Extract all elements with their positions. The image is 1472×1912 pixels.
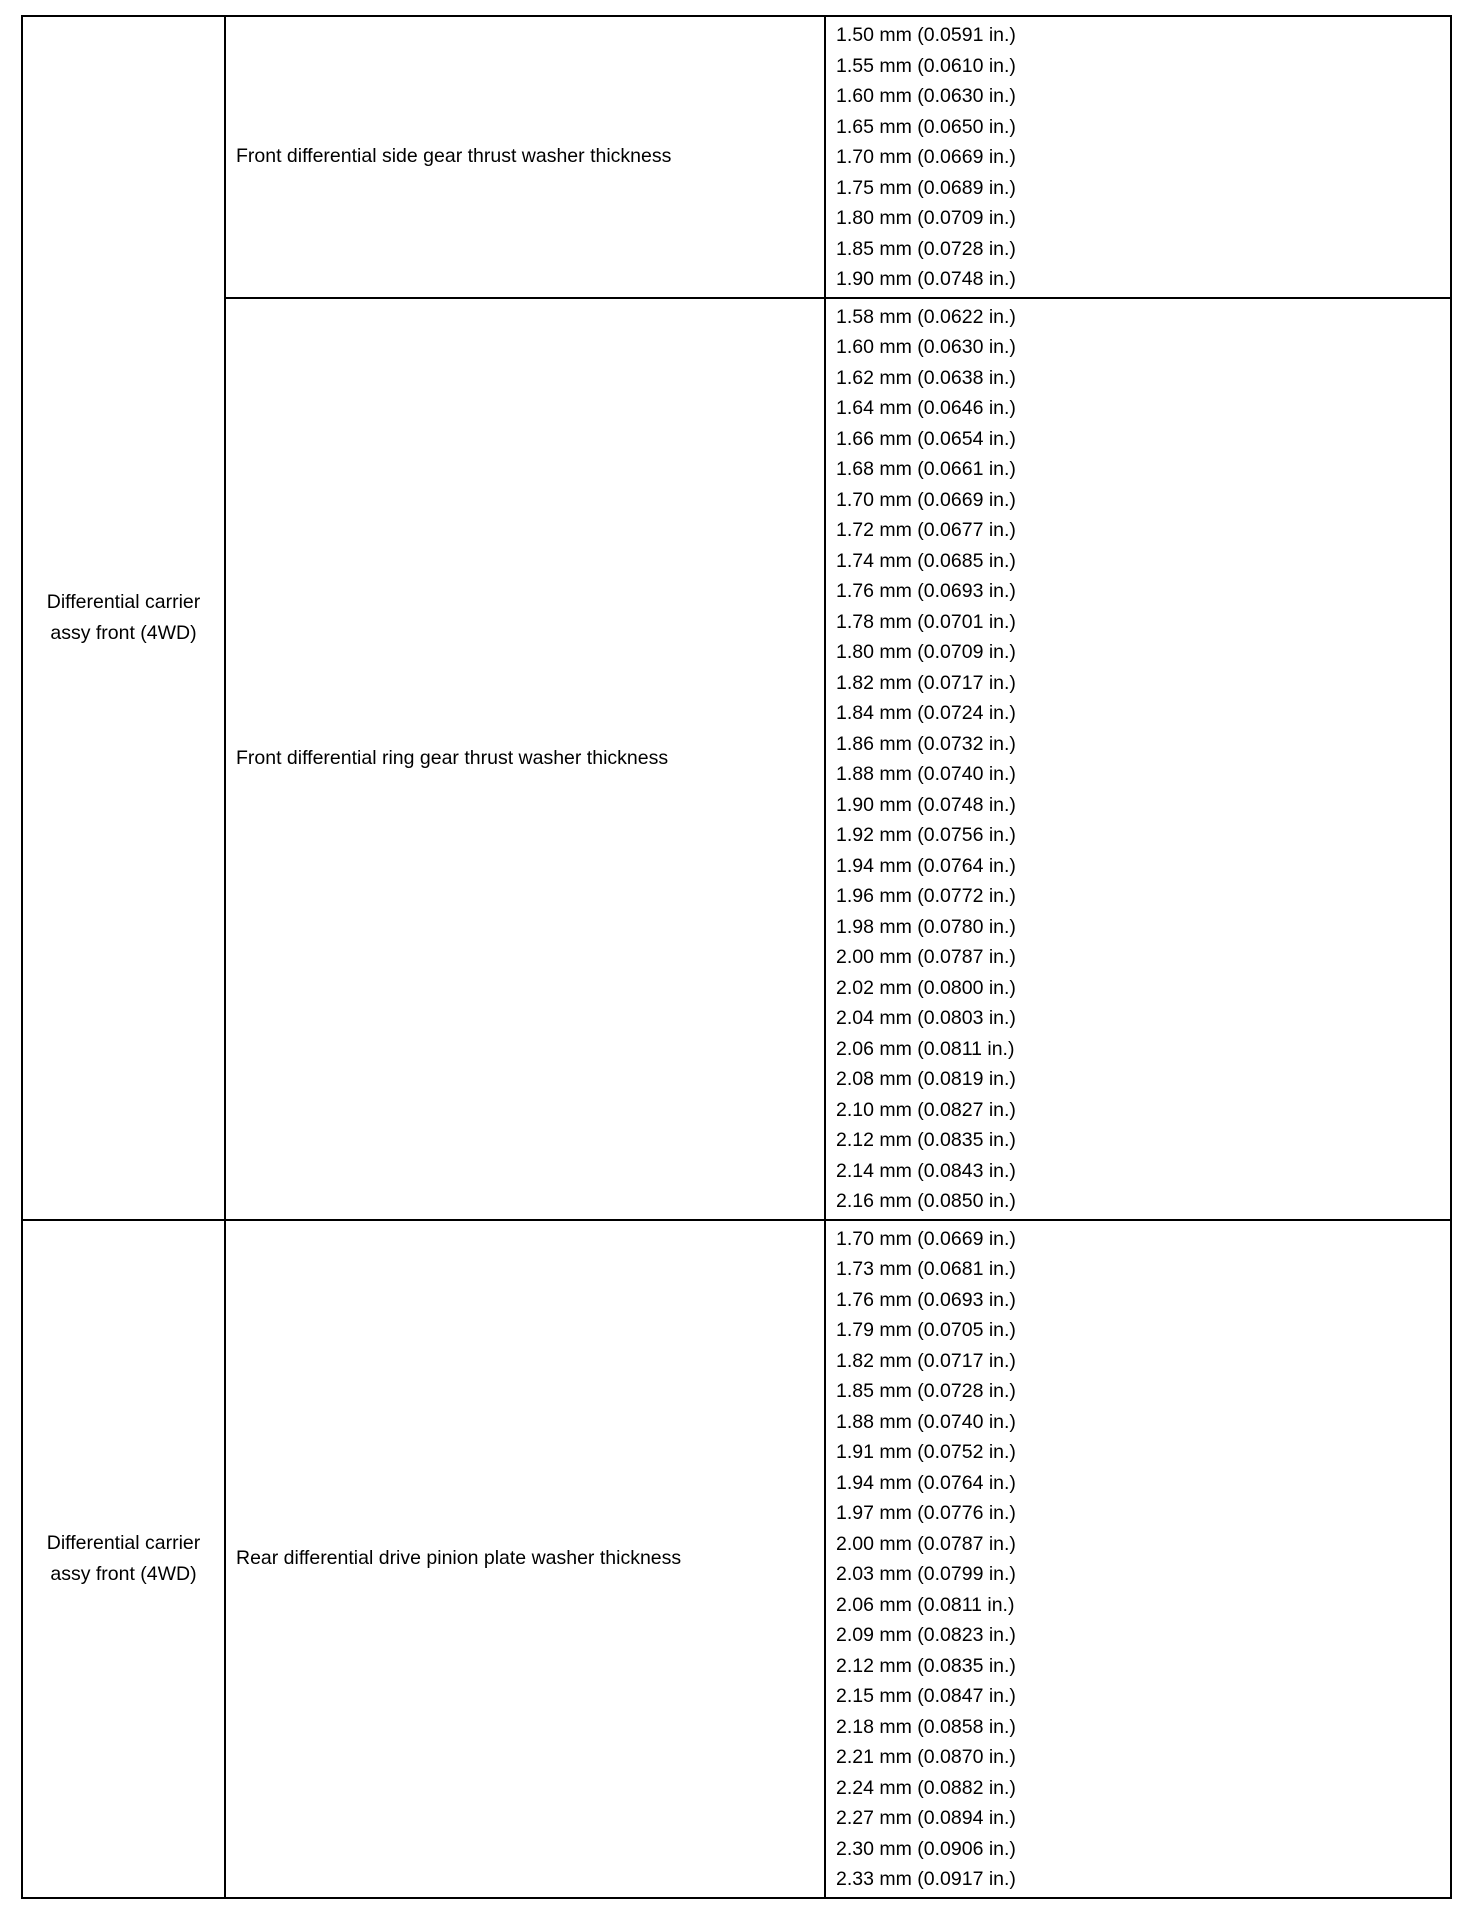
thickness-value: 1.74 mm (0.0685 in.) xyxy=(836,549,1016,572)
thickness-value: 2.12 mm (0.0835 in.) xyxy=(836,1654,1016,1677)
thickness-value: 1.91 mm (0.0752 in.) xyxy=(836,1441,1016,1463)
thickness-value: 2.16 mm (0.0850 in.) xyxy=(836,1190,1016,1212)
component-group-cell xyxy=(22,1220,225,1898)
spec-table-body xyxy=(22,16,1451,1898)
thickness-value: 2.30 mm (0.0906 in.) xyxy=(836,1837,1016,1860)
thickness-value: 1.94 mm (0.0764 in.) xyxy=(836,1471,1016,1494)
table-row xyxy=(22,16,1451,298)
thickness-value: 2.27 mm (0.0894 in.) xyxy=(836,1807,1016,1829)
thickness-value: 1.80 mm (0.0709 in.) xyxy=(836,207,1016,229)
thickness-value: 1.75 mm (0.0689 in.) xyxy=(836,176,1016,199)
thickness-value: 1.90 mm (0.0748 in.) xyxy=(836,793,1016,816)
thickness-value: 1.80 mm (0.0709 in.) xyxy=(836,641,1016,663)
thickness-value: 1.94 mm (0.0764 in.) xyxy=(836,854,1016,877)
thickness-value: 1.76 mm (0.0693 in.) xyxy=(836,1288,1016,1311)
thickness-value: 2.06 mm (0.0811 in.) xyxy=(836,1037,1015,1060)
thickness-values-cell xyxy=(825,298,1451,1220)
thickness-value: 2.00 mm (0.0787 in.) xyxy=(836,1532,1016,1555)
thickness-value: 2.12 mm (0.0835 in.) xyxy=(836,1129,1016,1151)
thickness-value: 1.82 mm (0.0717 in.) xyxy=(836,671,1016,694)
thickness-value: 2.10 mm (0.0827 in.) xyxy=(836,1098,1016,1121)
thickness-values-cell xyxy=(825,1220,1451,1898)
thickness-value: 1.70 mm (0.0669 in.) xyxy=(836,1227,1016,1250)
item-name-cell: Rear differential drive pinion plate washer thickness xyxy=(225,1220,825,1898)
thickness-value: 1.84 mm (0.0724 in.) xyxy=(836,702,1016,724)
thickness-value: 1.97 mm (0.0776 in.) xyxy=(836,1502,1016,1524)
thickness-value: 2.03 mm (0.0799 in.) xyxy=(836,1563,1016,1585)
thickness-value: 1.66 mm (0.0654 in.) xyxy=(836,427,1016,450)
thickness-value: 2.24 mm (0.0882 in.) xyxy=(836,1776,1016,1799)
thickness-values-cell xyxy=(825,16,1451,298)
thickness-value: 1.70 mm (0.0669 in.) xyxy=(836,488,1016,511)
thickness-value: 1.88 mm (0.0740 in.) xyxy=(836,1410,1016,1433)
component-name-line: Differential carrier xyxy=(46,1531,201,1554)
thickness-value: 1.64 mm (0.0646 in.) xyxy=(836,397,1016,419)
thickness-value: 2.02 mm (0.0800 in.) xyxy=(836,976,1016,999)
table-row xyxy=(22,298,1451,1220)
thickness-value: 1.78 mm (0.0701 in.) xyxy=(836,610,1016,633)
component-group-cell xyxy=(22,16,225,1220)
spec-table xyxy=(21,15,1452,1899)
component-name-line: Differential carrier xyxy=(46,590,201,613)
thickness-value: 1.96 mm (0.0772 in.) xyxy=(836,885,1016,907)
thickness-value: 1.55 mm (0.0610 in.) xyxy=(836,54,1016,77)
thickness-value: 1.50 mm (0.0591 in.) xyxy=(836,24,1016,46)
thickness-value: 2.06 mm (0.0811 in.) xyxy=(836,1593,1015,1616)
thickness-value: 1.70 mm (0.0669 in.) xyxy=(836,146,1016,168)
thickness-value: 1.65 mm (0.0650 in.) xyxy=(836,115,1016,138)
thickness-value: 1.85 mm (0.0728 in.) xyxy=(836,237,1016,260)
thickness-value: 2.08 mm (0.0819 in.) xyxy=(836,1068,1016,1090)
thickness-value: 1.60 mm (0.0630 in.) xyxy=(836,85,1016,107)
thickness-value: 2.04 mm (0.0803 in.) xyxy=(836,1007,1016,1029)
thickness-value: 1.62 mm (0.0638 in.) xyxy=(836,366,1016,389)
thickness-value: 2.21 mm (0.0870 in.) xyxy=(836,1746,1016,1768)
component-name-line: assy front (4WD) xyxy=(50,1562,197,1585)
thickness-value: 2.09 mm (0.0823 in.) xyxy=(836,1624,1016,1646)
thickness-value: 2.15 mm (0.0847 in.) xyxy=(836,1685,1016,1707)
thickness-value: 1.92 mm (0.0756 in.) xyxy=(836,824,1016,846)
thickness-value: 1.68 mm (0.0661 in.) xyxy=(836,458,1016,480)
thickness-value: 1.58 mm (0.0622 in.) xyxy=(836,305,1016,328)
thickness-value: 2.00 mm (0.0787 in.) xyxy=(836,946,1016,968)
thickness-value: 1.73 mm (0.0681 in.) xyxy=(836,1258,1016,1280)
table-row xyxy=(22,1220,1451,1898)
thickness-value: 1.79 mm (0.0705 in.) xyxy=(836,1319,1016,1341)
thickness-value: 1.90 mm (0.0748 in.) xyxy=(836,268,1016,290)
thickness-value: 2.33 mm (0.0917 in.) xyxy=(836,1868,1016,1890)
thickness-value: 1.98 mm (0.0780 in.) xyxy=(836,915,1016,938)
thickness-value: 1.72 mm (0.0677 in.) xyxy=(836,519,1016,541)
thickness-value: 1.76 mm (0.0693 in.) xyxy=(836,580,1016,602)
thickness-value: 2.18 mm (0.0858 in.) xyxy=(836,1715,1016,1738)
thickness-value: 2.14 mm (0.0843 in.) xyxy=(836,1159,1016,1182)
item-name-cell: Front differential ring gear thrust washer thickness xyxy=(225,298,825,1220)
thickness-value: 1.85 mm (0.0728 in.) xyxy=(836,1380,1016,1402)
thickness-value: 1.60 mm (0.0630 in.) xyxy=(836,336,1016,358)
component-name-line: assy front (4WD) xyxy=(50,621,197,644)
thickness-value: 1.82 mm (0.0717 in.) xyxy=(836,1349,1016,1372)
item-name-cell: Front differential side gear thrust washer thickness xyxy=(225,16,825,298)
thickness-value: 1.86 mm (0.0732 in.) xyxy=(836,732,1016,755)
thickness-value: 1.88 mm (0.0740 in.) xyxy=(836,763,1016,785)
